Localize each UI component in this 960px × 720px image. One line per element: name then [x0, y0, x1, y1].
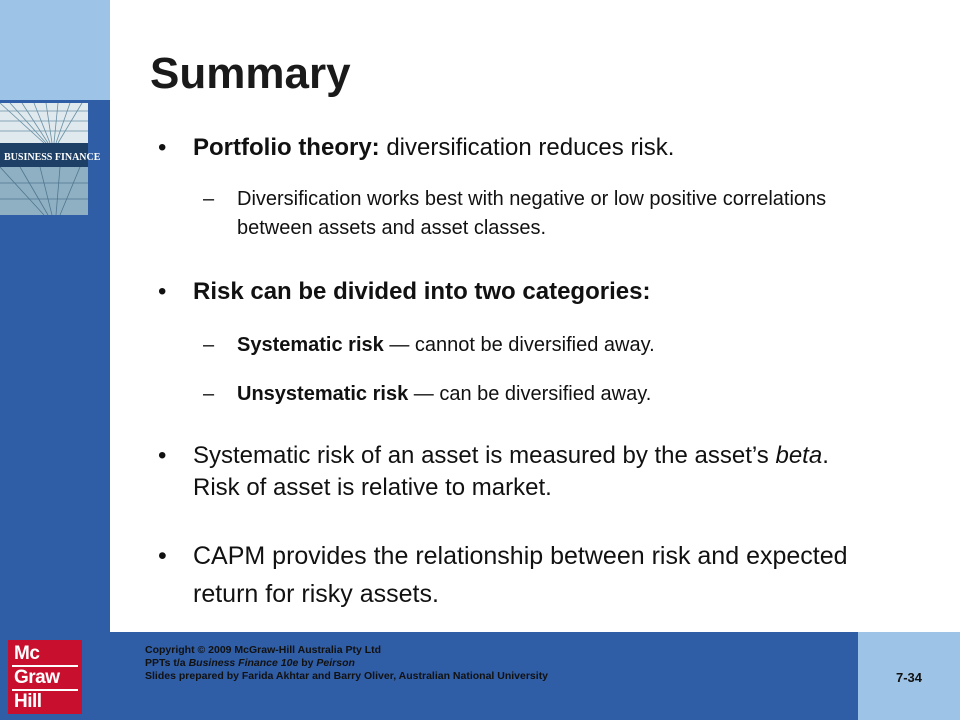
author-name: Peirson [316, 657, 355, 669]
bullet-text-pre: Systematic risk of an asset is measured by the asset’s [193, 442, 776, 469]
copyright-text: PPTs t/a [145, 657, 189, 669]
bullet-text-italic: beta [775, 442, 823, 469]
dash-marker: – [203, 188, 215, 210]
bullet-marker: • [158, 134, 167, 161]
bullet-text: CAPM provides the relationship between risk and expected return for risky assets. [193, 542, 848, 608]
subbullet-bold-text: Systematic risk [237, 334, 384, 356]
page-number: 7-34 [895, 670, 923, 685]
logo-text-hill: Hill [14, 691, 42, 712]
bullet-portfolio-theory [158, 132, 675, 164]
slide-title: Summary [150, 49, 351, 98]
bullet-marker: • [158, 442, 167, 469]
subbullet-bold-text: Unsystematic risk [237, 383, 409, 405]
bullet-bold-text: Portfolio theory: [193, 134, 380, 161]
sidebar-top-light [0, 0, 110, 100]
copyright-notice [145, 644, 548, 683]
book-name: Business Finance 10e [188, 657, 299, 669]
logo-text-graw: Graw [14, 667, 60, 688]
bullet-text-post: . Risk of asset is relative to market. [193, 442, 829, 501]
dash-marker: – [203, 383, 215, 405]
subbullet-text: Diversification works best with negative or low positive correlations between assets and asset classes. [237, 188, 827, 239]
footer-page-area [858, 632, 960, 720]
subbullet-diversification [203, 185, 877, 243]
copyright-line-2 [145, 657, 548, 670]
bullet-marker: • [158, 542, 167, 570]
footer-bar [0, 632, 960, 720]
subbullet-systematic-risk [203, 331, 655, 360]
copyright-text: by [298, 657, 317, 669]
subbullet-unsystematic-risk [203, 380, 652, 409]
book-title-text: BUSINESS FINANCE [4, 152, 101, 163]
bullet-systematic-beta [158, 440, 873, 504]
subbullet-text: — cannot be diversified away. [383, 334, 655, 356]
bullet-text: diversification reduces risk. [379, 134, 675, 161]
copyright-line-3: Slides prepared by Farida Akhtar and Barry Oliver, Australian National University [145, 670, 549, 682]
book-cover-image [0, 103, 101, 215]
bullet-bold-text: Risk can be divided into two categories: [193, 278, 651, 305]
copyright-line-1: Copyright © 2009 McGraw-Hill Australia Pty Ltd [145, 644, 382, 656]
mcgraw-hill-logo [8, 640, 82, 714]
bullet-capm [158, 537, 913, 613]
bullet-risk-categories [158, 276, 651, 308]
logo-text-mc: Mc [14, 643, 40, 664]
bullet-marker: • [158, 278, 167, 305]
subbullet-text: — can be diversified away. [408, 383, 652, 405]
dash-marker: – [203, 334, 215, 356]
